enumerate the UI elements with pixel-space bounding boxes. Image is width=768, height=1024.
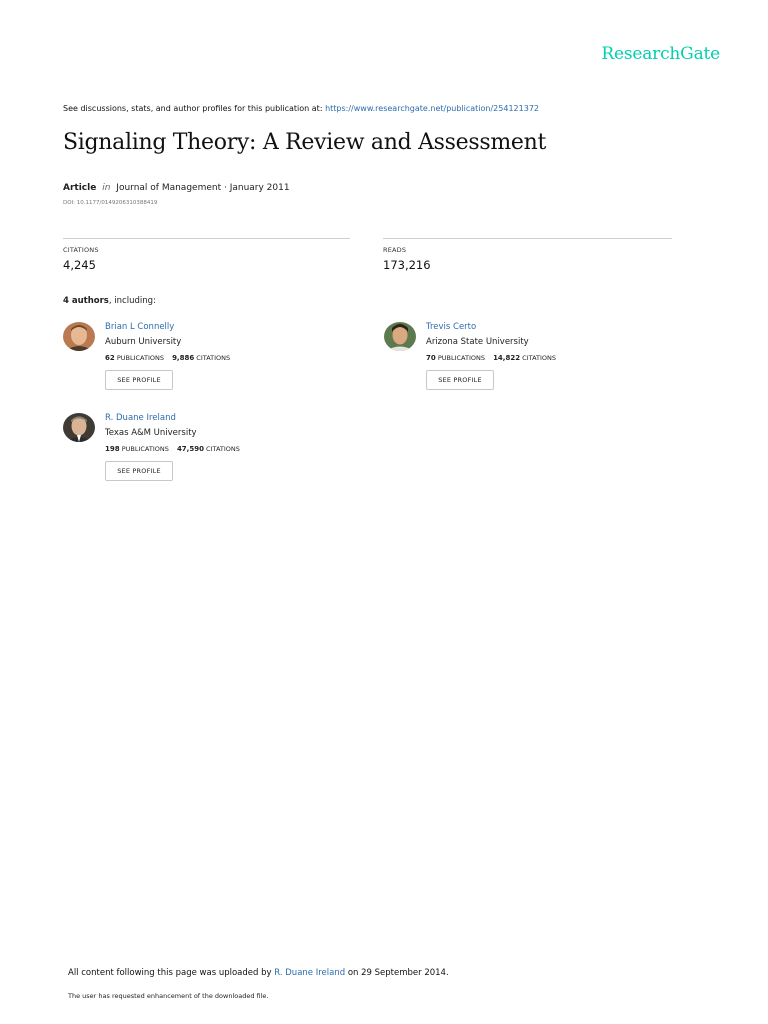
author-photo-icon	[63, 322, 95, 351]
reads-label: READS	[383, 246, 407, 254]
author-name-link[interactable]: R. Duane Ireland	[105, 413, 176, 423]
publication-type: Article	[63, 183, 97, 193]
researchgate-logo[interactable]: ResearchGate	[601, 44, 720, 64]
see-discussions-text: See discussions, stats, and author profiles for this publication at:	[63, 104, 323, 113]
author-publications-count: 62	[105, 354, 115, 362]
reads-stat	[383, 238, 672, 272]
author-publications-label: PUBLICATIONS	[121, 445, 169, 453]
author-citations-count: 9,886	[172, 354, 195, 362]
author-photo-icon	[63, 413, 95, 442]
author-affiliation: Texas A&M University	[105, 428, 197, 438]
in-word: in	[102, 183, 111, 193]
enhancement-note: The user has requested enhancement of the downloaded file.	[68, 992, 269, 1000]
see-profile-button[interactable]: SEE PROFILE	[105, 370, 173, 390]
author-name-link[interactable]: Trevis Certo	[426, 322, 477, 332]
authors-count: 4 authors	[63, 296, 109, 306]
author-stats	[105, 445, 345, 454]
author-stats	[105, 354, 345, 363]
citations-value: 4,245	[63, 258, 96, 272]
upload-prefix: All content following this page was uploaded by	[68, 968, 272, 978]
author-citations-label: CITATIONS	[196, 354, 231, 362]
author-photo-icon	[384, 322, 416, 351]
avatar[interactable]	[384, 322, 416, 351]
uploader-link[interactable]: R. Duane Ireland	[274, 968, 346, 978]
author-citations-label: CITATIONS	[206, 445, 240, 453]
author-publications-label: PUBLICATIONS	[116, 354, 164, 362]
upload-suffix: on 29 September 2014.	[347, 968, 449, 978]
author-affiliation: Arizona State University	[426, 337, 529, 347]
publication-url-link[interactable]: https://www.researchgate.net/publication/254121372	[325, 104, 539, 113]
authors-heading	[63, 296, 156, 306]
publication-meta	[63, 183, 290, 193]
avatar[interactable]	[63, 322, 95, 351]
see-profile-button[interactable]: SEE PROFILE	[105, 461, 173, 481]
author-name-link[interactable]: Brian L Connelly	[105, 322, 175, 332]
reads-value: 173,216	[383, 258, 431, 272]
see-discussions-line	[63, 104, 539, 113]
citations-label: CITATIONS	[63, 246, 99, 254]
publication-title: Signaling Theory: A Review and Assessment	[63, 130, 547, 155]
author-citations-count: 14,822	[493, 354, 521, 362]
upload-note	[68, 968, 449, 978]
author-stats	[426, 354, 666, 363]
avatar[interactable]	[63, 413, 95, 442]
author-citations-label: CITATIONS	[522, 354, 557, 362]
author-affiliation: Auburn University	[105, 337, 182, 347]
journal-date: Journal of Management · January 2011	[116, 183, 290, 193]
author-publications-count: 198	[105, 445, 120, 453]
author-citations-count: 47,590	[176, 445, 204, 453]
authors-heading-suffix: , including:	[108, 296, 156, 306]
author-publications-count: 70	[426, 354, 436, 362]
see-profile-button[interactable]: SEE PROFILE	[426, 370, 494, 390]
doi: DOI: 10.1177/0149206310388419	[63, 200, 158, 206]
author-publications-label: PUBLICATIONS	[437, 354, 485, 362]
citations-stat	[63, 238, 350, 272]
